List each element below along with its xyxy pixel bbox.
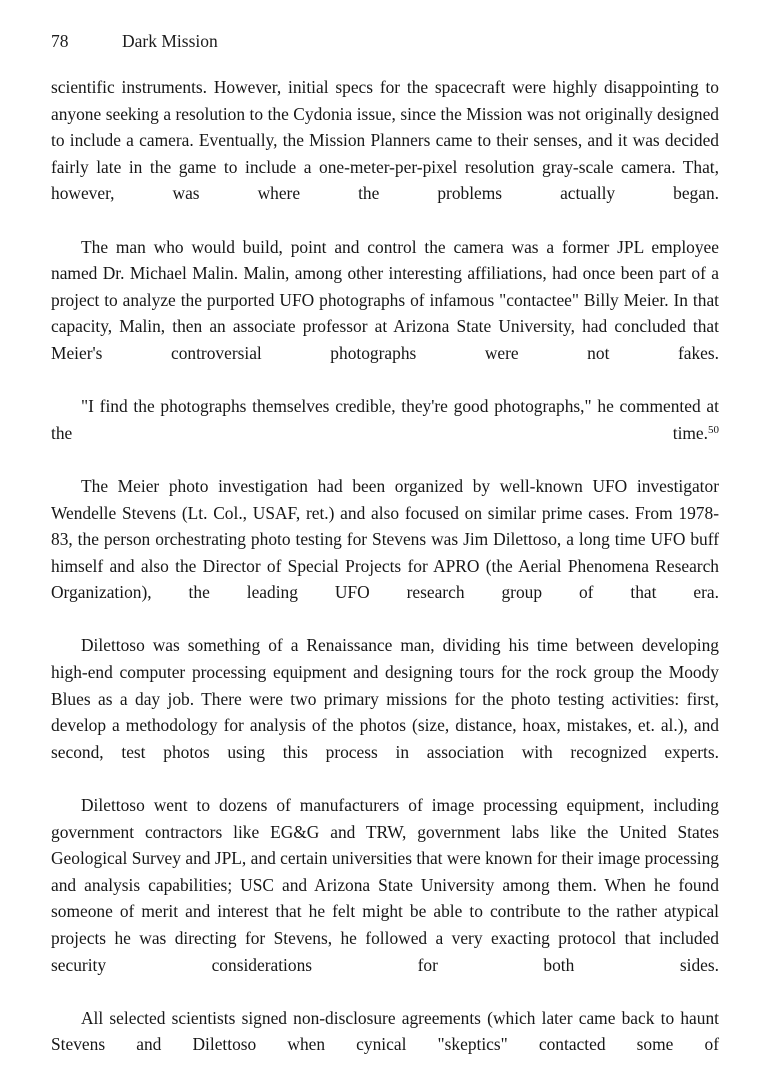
paragraph-1: scientific instruments. However, initial specs for the spacecraft were highly disappointing to anyone seeking a resolution to the Cydonia issue, since the Mission was not originally designed to include a camera. Eventually, the Mission Planners came to their senses, and it was decided fairly late in the game to include a one-meter-per-pixel resolution gray-scale camera. That, however, was where the problems actually began. [51, 77, 719, 204]
running-head [51, 29, 719, 53]
paragraph-5: Dilettoso was something of a Renaissance man, dividing his time between developing high-end computer processing equipment and designing tours for the rock group the Moody Blues as a day job. There were two primary missions for the photo testing activities: first, develop a methodology for analysis of the photos (size, distance, hoax, mistakes, et. al.), and second, test photos using this process in association with recognized experts. [51, 635, 719, 762]
paragraph-3 [51, 393, 719, 473]
page-number: 78 [51, 31, 69, 51]
body-text-block [51, 74, 719, 1081]
book-title: Dark Mission [122, 31, 218, 51]
paragraph-3-text: "I find the photographs themselves credible, they're good photographs," he commented at the time. [51, 396, 719, 443]
paragraph-2: The man who would build, point and control the camera was a former JPL employee named Dr. Michael Malin. Malin, among other interesting affiliations, had once been part of a project to analyze the purported UFO photographs of infamous "contactee" Billy Meier. In that capacity, Malin, then an associate professor at Arizona State University, had concluded that Meier's controversial photographs were not fakes. [51, 236, 719, 363]
paragraph-6: Dilettoso went to dozens of manufacturers of image processing equipment, including government contractors like EG&G and TRW, government labs like the United States Geological Survey and JPL, and certain universities that were known for their image processing and analysis capabilities; USC and Arizona State University among them. When he found someone of merit and interest that he felt might be able to contribute to the rather atypical projects he was directing for Stevens, he followed a very exacting protocol that included security considerations for both sides. [51, 795, 719, 975]
paragraph-4: The Meier photo investigation had been organized by well-known UFO investigator Wendelle Stevens (Lt. Col., USAF, ret.) and also focused on similar prime cases. From 1978-83, the person orchestrating photo testing for Stevens was Jim Dilettoso, a long time UFO buff himself and also the Director of Special Projects for APRO (the Aerial Phenomena Research Organization), the leading UFO research group of that era. [51, 475, 719, 603]
paragraph-7: All selected scientists signed non-disclosure agreements (which later came back to haunt Stevens and Dilettoso when cynical "skeptics" contacted some of [51, 1007, 719, 1055]
footnote-reference-marker: 50 [708, 423, 719, 436]
